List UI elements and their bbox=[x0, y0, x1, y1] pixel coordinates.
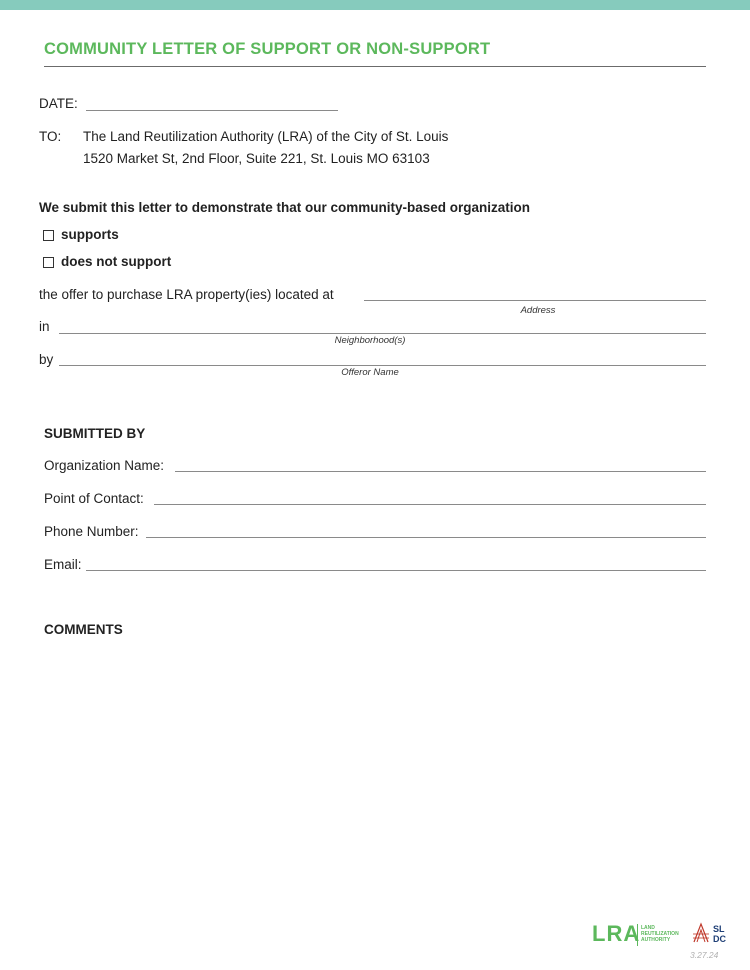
email-label: Email: bbox=[44, 557, 82, 572]
page-title: COMMUNITY LETTER OF SUPPORT OR NON-SUPPORT bbox=[44, 40, 491, 58]
comments-heading: COMMENTS bbox=[44, 622, 123, 637]
offeror-caption: Offeror Name bbox=[341, 367, 399, 378]
sldc-emblem-icon bbox=[692, 922, 710, 944]
organization-name-label: Organization Name: bbox=[44, 458, 165, 473]
neighborhood-caption: Neighborhood(s) bbox=[334, 335, 406, 346]
organization-name-field[interactable] bbox=[175, 471, 706, 472]
to-label: TO: bbox=[39, 129, 62, 144]
lra-logo-divider bbox=[637, 924, 638, 946]
offeror-field[interactable] bbox=[59, 365, 706, 366]
point-of-contact-field[interactable] bbox=[154, 504, 706, 505]
version-date: 3.27.24 bbox=[690, 950, 719, 960]
phone-number-field[interactable] bbox=[146, 537, 706, 538]
recipient-line-2: 1520 Market St, 2nd Floor, Suite 221, St. Louis MO 63103 bbox=[83, 151, 430, 166]
phone-number-label: Phone Number: bbox=[44, 524, 139, 539]
in-label: in bbox=[39, 319, 50, 334]
does-not-support-checkbox[interactable] bbox=[43, 257, 54, 268]
point-of-contact-label: Point of Contact: bbox=[44, 491, 144, 506]
recipient-line-1: The Land Reutilization Authority (LRA) of the City of St. Louis bbox=[83, 129, 449, 144]
neighborhood-field[interactable] bbox=[59, 333, 706, 334]
comments-area[interactable] bbox=[44, 645, 706, 905]
title-divider bbox=[44, 66, 706, 67]
address-field[interactable] bbox=[364, 300, 706, 301]
address-caption: Address bbox=[520, 305, 556, 316]
submitted-by-heading: SUBMITTED BY bbox=[44, 426, 146, 441]
by-label: by bbox=[39, 352, 54, 367]
email-field[interactable] bbox=[86, 570, 706, 571]
lra-logo-subtitle: LAND REUTILIZATION AUTHORITY bbox=[641, 925, 679, 943]
lra-logo: LRA bbox=[592, 921, 641, 946]
statement-intro: We submit this letter to demonstrate that our community-based organization bbox=[39, 200, 531, 215]
supports-checkbox[interactable] bbox=[43, 230, 54, 241]
sldc-logo: SL DC bbox=[713, 924, 726, 944]
top-accent-bar bbox=[0, 0, 750, 10]
does-not-support-label: does not support bbox=[61, 254, 172, 269]
date-field[interactable] bbox=[86, 110, 338, 111]
date-label: DATE: bbox=[39, 96, 78, 111]
offer-text: the offer to purchase LRA property(ies) located at bbox=[39, 287, 334, 302]
supports-label: supports bbox=[61, 227, 119, 242]
